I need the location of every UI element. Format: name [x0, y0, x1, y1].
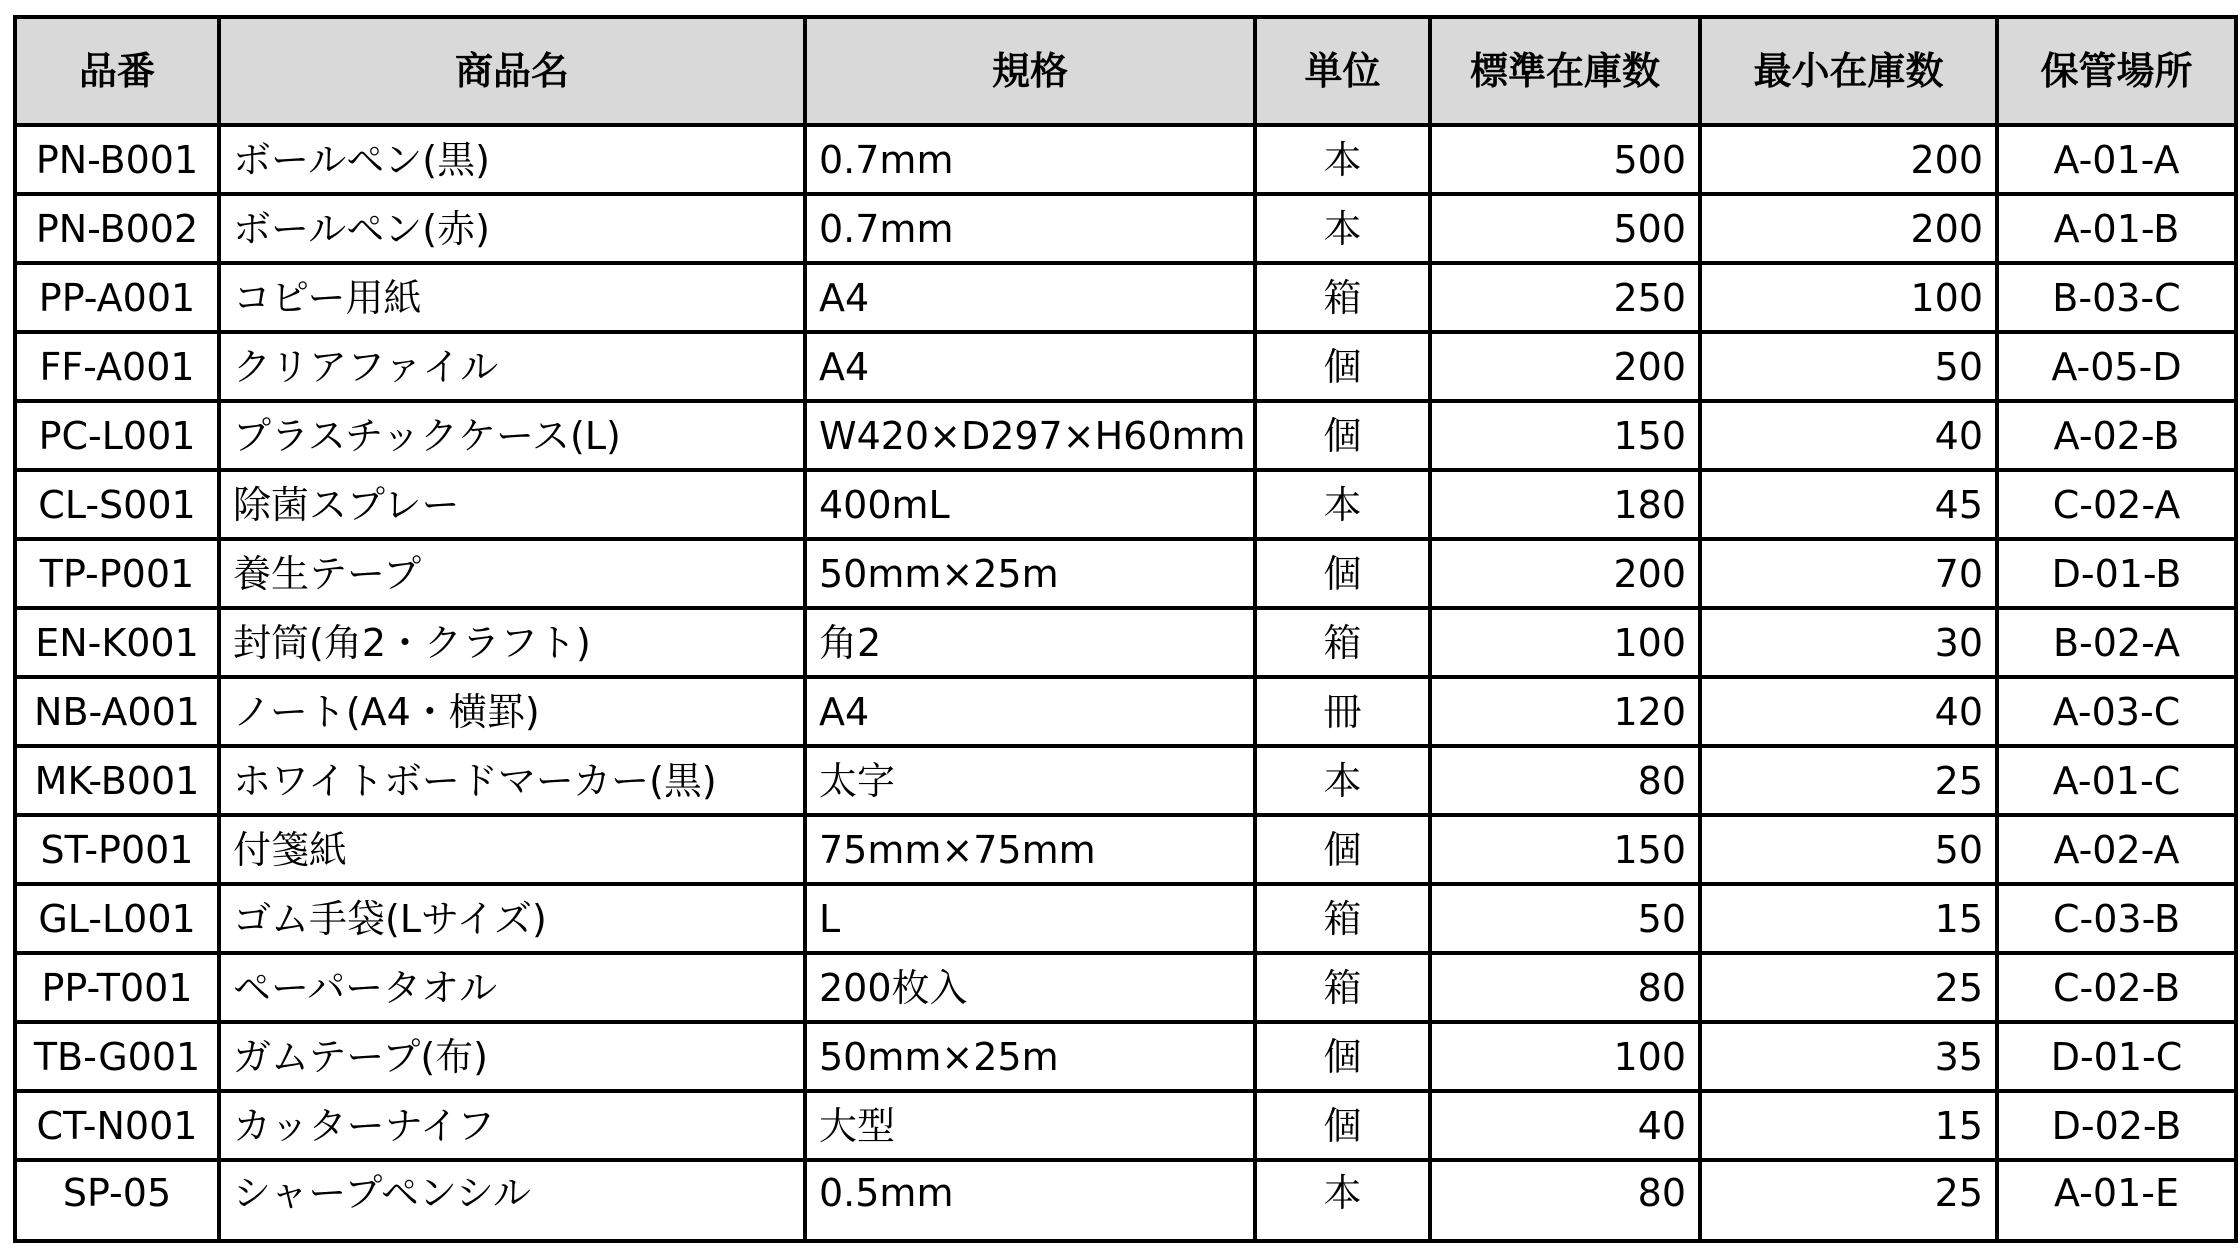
cell-product-code[interactable]: GL-L001 — [15, 884, 219, 953]
cell-product-name[interactable]: カッターナイフ — [219, 1091, 805, 1160]
cell-storage-location[interactable]: D-02-B — [1997, 1091, 2236, 1160]
table-row — [15, 539, 2236, 608]
cell-storage-location[interactable]: D-01-B — [1997, 539, 2236, 608]
cell-product-name[interactable]: ノート(A4・横罫) — [219, 677, 805, 746]
header-unit[interactable]: 単位 — [1255, 17, 1430, 125]
cell-specification[interactable]: 0.5mm — [805, 1160, 1255, 1241]
cell-unit[interactable]: 本 — [1255, 125, 1430, 194]
cell-standard-stock[interactable]: 200 — [1430, 332, 1700, 401]
cell-standard-stock[interactable]: 180 — [1430, 470, 1700, 539]
cell-unit[interactable]: 本 — [1255, 746, 1430, 815]
cell-product-code[interactable]: NB-A001 — [15, 677, 219, 746]
table-row — [15, 953, 2236, 1022]
cell-specification[interactable]: 角2 — [805, 608, 1255, 677]
cell-minimum-stock[interactable]: 70 — [1700, 539, 1997, 608]
cell-product-code[interactable]: MK-B001 — [15, 746, 219, 815]
cell-unit[interactable]: 個 — [1255, 1022, 1430, 1091]
cell-standard-stock[interactable]: 150 — [1430, 401, 1700, 470]
table-row — [15, 1091, 2236, 1160]
cell-storage-location[interactable]: A-01-A — [1997, 125, 2236, 194]
cell-product-name[interactable]: ホワイトボードマーカー(黒) — [219, 746, 805, 815]
cell-minimum-stock[interactable]: 200 — [1700, 125, 1997, 194]
cell-unit[interactable]: 個 — [1255, 815, 1430, 884]
table-row — [15, 470, 2236, 539]
table-row — [15, 746, 2236, 815]
cell-product-code[interactable]: CT-N001 — [15, 1091, 219, 1160]
cell-unit[interactable]: 箱 — [1255, 263, 1430, 332]
header-row — [15, 17, 2236, 125]
cell-product-code[interactable]: ST-P001 — [15, 815, 219, 884]
header-storage-location[interactable]: 保管場所 — [1997, 17, 2236, 125]
table-row — [15, 194, 2236, 263]
cell-specification[interactable]: L — [805, 884, 1255, 953]
cell-storage-location[interactable]: A-01-C — [1997, 746, 2236, 815]
table-row — [15, 401, 2236, 470]
cell-product-code[interactable]: FF-A001 — [15, 332, 219, 401]
cell-minimum-stock[interactable]: 50 — [1700, 332, 1997, 401]
cell-specification[interactable]: 75mm×75mm — [805, 815, 1255, 884]
cell-standard-stock[interactable]: 500 — [1430, 125, 1700, 194]
cell-unit[interactable]: 本 — [1255, 194, 1430, 263]
cell-specification[interactable]: 大型 — [805, 1091, 1255, 1160]
cell-product-name[interactable]: ボールペン(赤) — [219, 194, 805, 263]
header-standard-stock[interactable]: 標準在庫数 — [1430, 17, 1700, 125]
table-header — [15, 17, 2236, 125]
cell-standard-stock[interactable]: 40 — [1430, 1091, 1700, 1160]
cell-unit[interactable]: 本 — [1255, 1160, 1430, 1241]
cell-storage-location[interactable]: A-01-E — [1997, 1160, 2236, 1241]
cell-product-name[interactable]: クリアファイル — [219, 332, 805, 401]
cell-product-name[interactable]: 養生テープ — [219, 539, 805, 608]
table-row — [15, 608, 2236, 677]
cell-specification[interactable]: 50mm×25m — [805, 1022, 1255, 1091]
table-row — [15, 1022, 2236, 1091]
table-row — [15, 815, 2236, 884]
cell-minimum-stock[interactable]: 15 — [1700, 1091, 1997, 1160]
cell-standard-stock[interactable]: 80 — [1430, 953, 1700, 1022]
cell-product-code[interactable]: PP-A001 — [15, 263, 219, 332]
header-product-name[interactable]: 商品名 — [219, 17, 805, 125]
cell-product-code[interactable]: PP-T001 — [15, 953, 219, 1022]
cell-specification[interactable]: A4 — [805, 677, 1255, 746]
cell-minimum-stock[interactable]: 25 — [1700, 953, 1997, 1022]
cell-storage-location[interactable]: A-05-D — [1997, 332, 2236, 401]
cell-minimum-stock[interactable]: 100 — [1700, 263, 1997, 332]
cell-product-code[interactable]: PN-B002 — [15, 194, 219, 263]
cell-product-code[interactable]: PC-L001 — [15, 401, 219, 470]
cell-specification[interactable]: 50mm×25m — [805, 539, 1255, 608]
cell-unit[interactable]: 箱 — [1255, 953, 1430, 1022]
cell-minimum-stock[interactable]: 30 — [1700, 608, 1997, 677]
cell-standard-stock[interactable]: 250 — [1430, 263, 1700, 332]
cell-unit[interactable]: 箱 — [1255, 884, 1430, 953]
cell-specification[interactable]: 太字 — [805, 746, 1255, 815]
inventory-table — [13, 15, 2238, 1243]
header-specification[interactable]: 規格 — [805, 17, 1255, 125]
cell-minimum-stock[interactable]: 45 — [1700, 470, 1997, 539]
header-product-code[interactable]: 品番 — [15, 17, 219, 125]
cell-product-name[interactable]: ゴム手袋(Lサイズ) — [219, 884, 805, 953]
cell-storage-location[interactable]: A-01-B — [1997, 194, 2236, 263]
cell-product-name[interactable]: コピー用紙 — [219, 263, 805, 332]
table-body — [15, 125, 2236, 1241]
cell-storage-location[interactable]: C-02-A — [1997, 470, 2236, 539]
cell-product-code[interactable]: TP-P001 — [15, 539, 219, 608]
cell-specification[interactable]: 0.7mm — [805, 125, 1255, 194]
cell-unit[interactable]: 個 — [1255, 539, 1430, 608]
cell-product-code[interactable]: TB-G001 — [15, 1022, 219, 1091]
cell-product-name[interactable]: シャープペンシル — [219, 1160, 805, 1241]
cell-storage-location[interactable]: B-03-C — [1997, 263, 2236, 332]
cell-unit[interactable]: 個 — [1255, 401, 1430, 470]
cell-standard-stock[interactable]: 500 — [1430, 194, 1700, 263]
cell-product-name[interactable]: 除菌スプレー — [219, 470, 805, 539]
table-row — [15, 1160, 2236, 1241]
table-row — [15, 332, 2236, 401]
cell-standard-stock[interactable]: 150 — [1430, 815, 1700, 884]
cell-minimum-stock[interactable]: 35 — [1700, 1022, 1997, 1091]
cell-product-code[interactable]: EN-K001 — [15, 608, 219, 677]
cell-minimum-stock[interactable]: 25 — [1700, 1160, 1997, 1241]
cell-storage-location[interactable]: C-02-B — [1997, 953, 2236, 1022]
cell-standard-stock[interactable]: 100 — [1430, 608, 1700, 677]
cell-storage-location[interactable]: A-02-B — [1997, 401, 2236, 470]
cell-storage-location[interactable]: D-01-C — [1997, 1022, 2236, 1091]
cell-product-name[interactable]: プラスチックケース(L) — [219, 401, 805, 470]
cell-standard-stock[interactable]: 120 — [1430, 677, 1700, 746]
cell-specification[interactable]: A4 — [805, 263, 1255, 332]
cell-unit[interactable]: 箱 — [1255, 608, 1430, 677]
cell-specification[interactable]: W420×D297×H60mm — [805, 401, 1255, 470]
header-minimum-stock[interactable]: 最小在庫数 — [1700, 17, 1997, 125]
cell-standard-stock[interactable]: 80 — [1430, 746, 1700, 815]
cell-storage-location[interactable]: A-03-C — [1997, 677, 2236, 746]
cell-minimum-stock[interactable]: 200 — [1700, 194, 1997, 263]
cell-product-code[interactable]: CL-S001 — [15, 470, 219, 539]
cell-minimum-stock[interactable]: 40 — [1700, 677, 1997, 746]
cell-storage-location[interactable]: C-03-B — [1997, 884, 2236, 953]
cell-minimum-stock[interactable]: 40 — [1700, 401, 1997, 470]
cell-product-code[interactable]: PN-B001 — [15, 125, 219, 194]
cell-specification[interactable]: 200枚入 — [805, 953, 1255, 1022]
cell-product-name[interactable]: 付箋紙 — [219, 815, 805, 884]
cell-standard-stock[interactable]: 80 — [1430, 1160, 1700, 1241]
cell-product-name[interactable]: 封筒(角2・クラフト) — [219, 608, 805, 677]
table-row — [15, 125, 2236, 194]
cell-unit[interactable]: 本 — [1255, 470, 1430, 539]
cell-product-name[interactable]: ボールペン(黒) — [219, 125, 805, 194]
cell-standard-stock[interactable]: 200 — [1430, 539, 1700, 608]
cell-minimum-stock[interactable]: 15 — [1700, 884, 1997, 953]
table-row — [15, 884, 2236, 953]
cell-storage-location[interactable]: B-02-A — [1997, 608, 2236, 677]
cell-minimum-stock[interactable]: 25 — [1700, 746, 1997, 815]
cell-minimum-stock[interactable]: 50 — [1700, 815, 1997, 884]
cell-unit[interactable]: 冊 — [1255, 677, 1430, 746]
cell-unit[interactable]: 個 — [1255, 332, 1430, 401]
cell-standard-stock[interactable]: 50 — [1430, 884, 1700, 953]
cell-standard-stock[interactable]: 100 — [1430, 1022, 1700, 1091]
cell-product-code[interactable]: SP-05 — [15, 1160, 219, 1241]
cell-product-name[interactable]: ガムテープ(布) — [219, 1022, 805, 1091]
cell-unit[interactable]: 個 — [1255, 1091, 1430, 1160]
cell-specification[interactable]: 0.7mm — [805, 194, 1255, 263]
table-row — [15, 677, 2236, 746]
cell-storage-location[interactable]: A-02-A — [1997, 815, 2236, 884]
table-row — [15, 263, 2236, 332]
cell-specification[interactable]: A4 — [805, 332, 1255, 401]
cell-product-name[interactable]: ペーパータオル — [219, 953, 805, 1022]
cell-specification[interactable]: 400mL — [805, 470, 1255, 539]
